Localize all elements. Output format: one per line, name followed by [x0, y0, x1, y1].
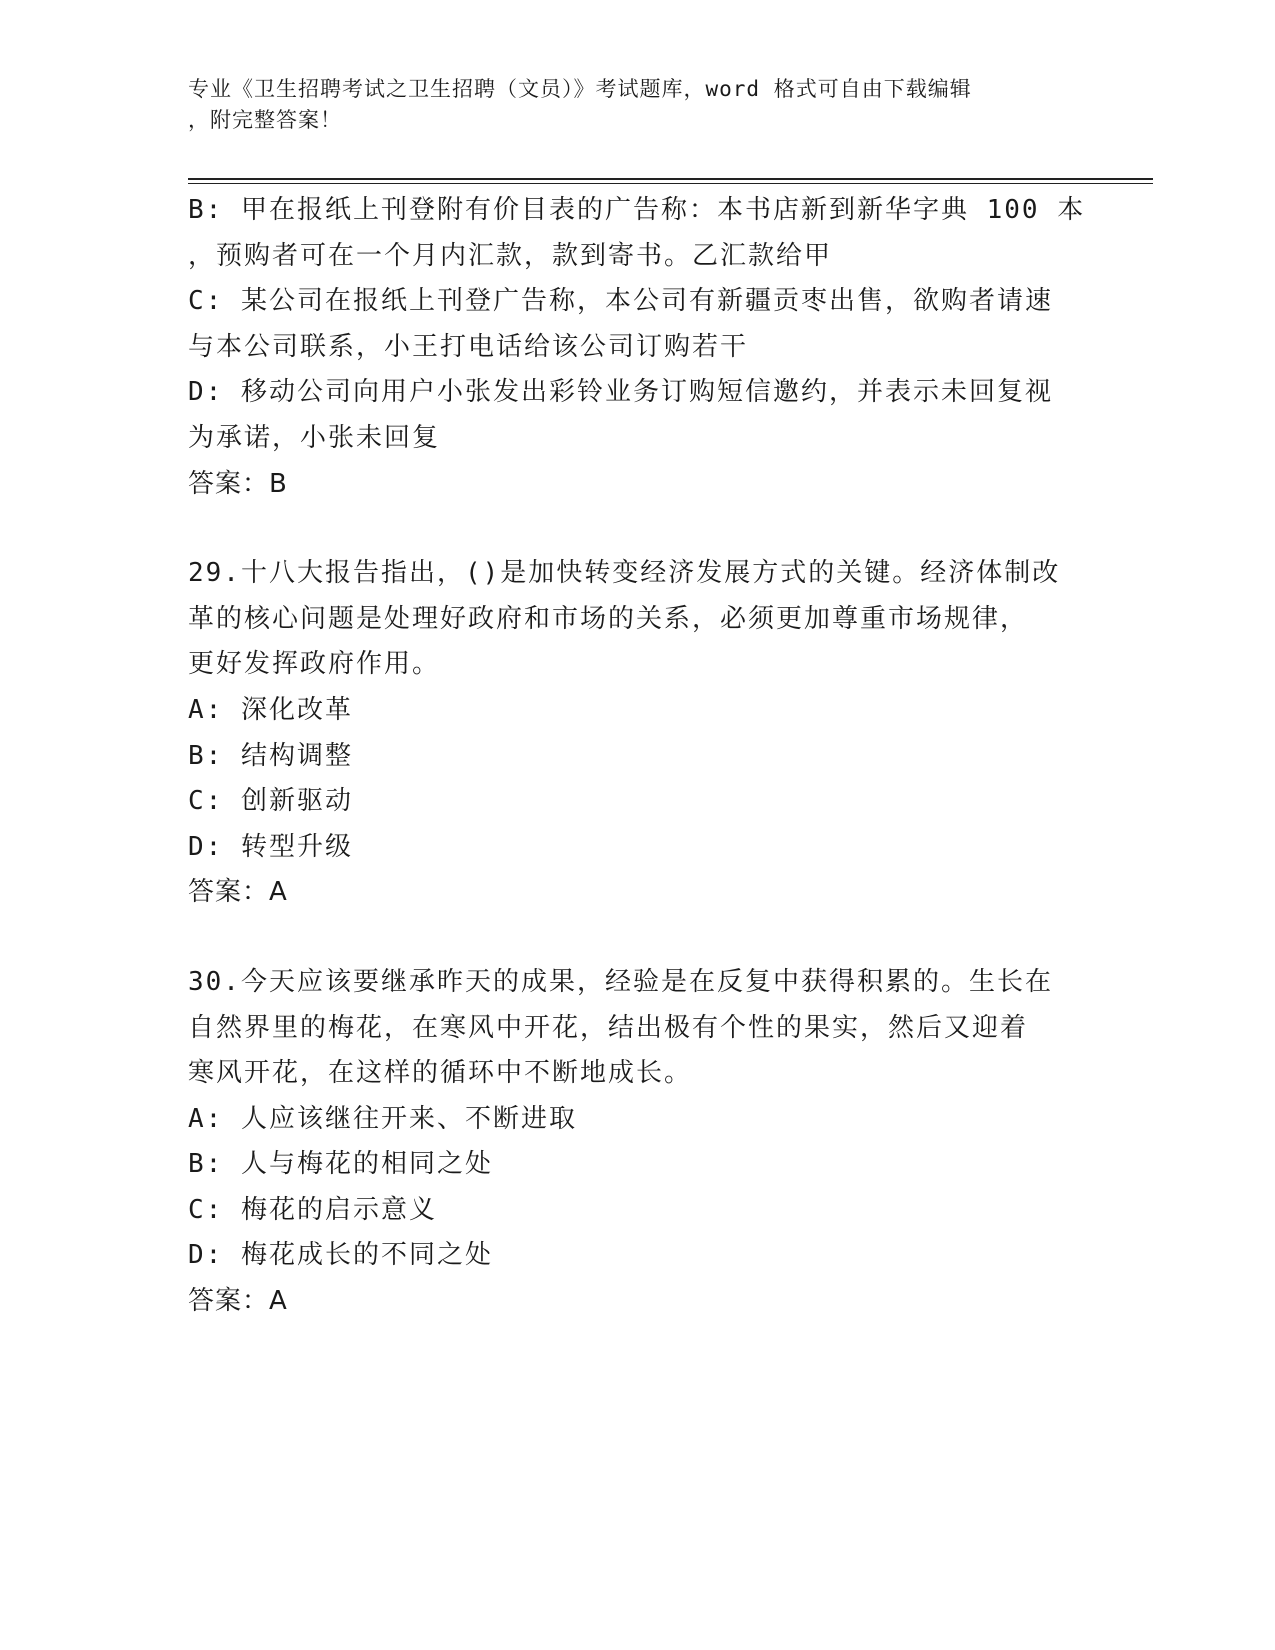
q30-option-a: A: 人应该继往开来、不断进取 — [188, 1103, 577, 1134]
q29-stem-line-1: 29.十八大报告指出，()是加快转变经济发展方式的关键。经济体制改 — [188, 558, 1061, 589]
option-b-line-2: ，预购者可在一个月内汇款，款到寄书。乙汇款给甲 — [188, 240, 833, 271]
document-body — [188, 188, 1088, 1325]
q30-option-c: C: 梅花的启示意义 — [188, 1194, 437, 1225]
question-29 — [188, 551, 1088, 916]
option-c-line-1: C: 某公司在报纸上刊登广告称，本公司有新疆贡枣出售，欲购者请速 — [188, 286, 1053, 317]
q30-stem-line-1: 30.今天应该要继承昨天的成果，经验是在反复中获得积累的。生长在 — [188, 966, 1053, 997]
header-line-2: ，附完整答案！ — [188, 108, 342, 132]
q29-stem-line-3: 更好发挥政府作用。 — [188, 649, 441, 680]
q29-option-d: D: 转型升级 — [188, 831, 353, 862]
answer-29: 答案：A — [188, 877, 288, 908]
q29-stem-line-2: 革的核心问题是处理好政府和市场的关系，必须更加尊重市场规律， — [188, 603, 1029, 634]
answer-30: 答案：A — [188, 1286, 288, 1317]
q30-option-d: D: 梅花成长的不同之处 — [188, 1240, 493, 1271]
question-30 — [188, 960, 1088, 1325]
header-line-1: 专业《卫生招聘考试之卫生招聘（文员）》考试题库，word 格式可自由下载编辑 — [188, 77, 972, 101]
q29-option-c: C: 创新驱动 — [188, 786, 353, 817]
q30-stem-line-2: 自然界里的梅花，在寒风中开花，结出极有个性的果实，然后又迎着 — [188, 1012, 1029, 1043]
q30-option-b: B: 人与梅花的相同之处 — [188, 1149, 493, 1180]
option-d-line-1: D: 移动公司向用户小张发出彩铃业务订购短信邀约，并表示未回复视 — [188, 377, 1053, 408]
q29-option-b: B: 结构调整 — [188, 740, 353, 771]
option-c-line-2: 与本公司联系，小王打电话给该公司订购若干 — [188, 331, 749, 362]
option-d-line-2: 为承诺，小张未回复 — [188, 422, 441, 453]
option-b-line-1: B: 甲在报纸上刊登附有价目表的广告称：本书店新到新华字典 100 本 — [188, 195, 1086, 225]
page-header — [188, 74, 1068, 136]
question-28-tail — [188, 188, 1088, 507]
header-divider-thin — [188, 183, 1153, 184]
q30-stem-line-3: 寒风开花，在这样的循环中不断地成长。 — [188, 1058, 693, 1089]
q29-option-a: A: 深化改革 — [188, 694, 353, 725]
header-divider-thick — [188, 178, 1153, 180]
answer-28: 答案：B — [188, 468, 288, 499]
